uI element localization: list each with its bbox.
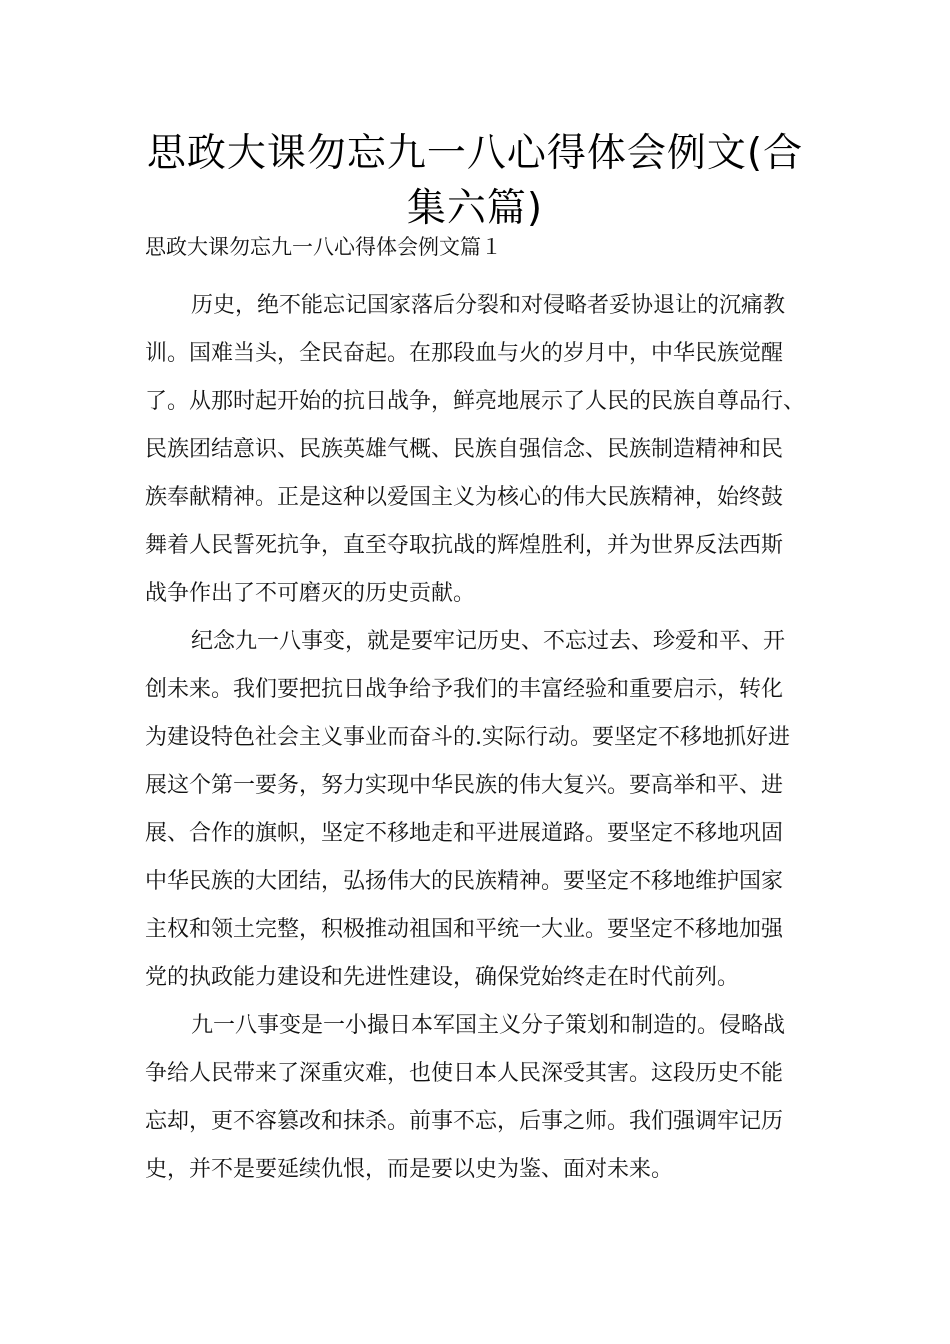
paragraph-line: 为建设特色社会主义事业而奋斗的.实际行动。要坚定不移地抓好进	[145, 725, 790, 750]
paragraph-3	[145, 1002, 827, 1194]
paragraph-1	[145, 282, 827, 618]
document-title-line: 集六篇)	[406, 186, 544, 231]
document-title	[130, 126, 820, 236]
paragraph-line: 展这个第一要务，努力实现中华民族的伟大复兴。要高举和平、进	[145, 773, 784, 798]
paragraph-2	[145, 618, 827, 1002]
paragraph-line: 忘却，更不容篡改和抹杀。前事不忘，后事之师。我们强调牢记历	[145, 1109, 784, 1134]
paragraph-line: 主权和领土完整，积极推动祖国和平统一大业。要坚定不移地加强	[145, 917, 784, 942]
paragraph-line: 战争作出了不可磨灭的历史贡献。	[145, 581, 476, 606]
paragraph-line: 史，并不是要延续仇恨，而是要以史为鉴、面对未来。	[145, 1157, 674, 1182]
paragraph-line: 了。从那时起开始的抗日战争，鲜亮地展示了人民的民族自尊品行、	[145, 389, 806, 414]
paragraph-line: 九一八事变是一小撮日本军国主义分子策划和制造的。侵略战	[191, 1013, 786, 1038]
paragraph-line: 纪念九一八事变，就是要牢记历史、不忘过去、珍爱和平、开	[191, 629, 786, 654]
paragraph-line: 中华民族的大团结，弘扬伟大的民族精神。要坚定不移地维护国家	[145, 869, 784, 894]
paragraph-line: 党的执政能力建设和先进性建设，确保党始终走在时代前列。	[145, 965, 740, 990]
paragraph-line: 舞着人民誓死抗争，直至夺取抗战的辉煌胜利，并为世界反法西斯	[145, 533, 784, 558]
document-title-line: 思政大课勿忘九一八心得体会例文(合	[146, 131, 804, 176]
paragraph-line: 创未来。我们要把抗日战争给予我们的丰富经验和重要启示，转化	[145, 677, 784, 702]
paragraph-line: 争给人民带来了深重灾难，也使日本人民深受其害。这段历史不能	[145, 1061, 784, 1086]
paragraph-line: 展、合作的旗帜，坚定不移地走和平进展道路。要坚定不移地巩固	[145, 821, 784, 846]
section-heading: 思政大课勿忘九一八心得体会例文篇１	[145, 235, 502, 259]
body-text	[145, 282, 827, 1194]
paragraph-line: 族奉献精神。正是这种以爱国主义为核心的伟大民族精神，始终鼓	[145, 485, 784, 510]
paragraph-line: 历史，绝不能忘记国家落后分裂和对侵略者妥协退让的沉痛教	[191, 293, 786, 318]
paragraph-line: 训。国难当头，全民奋起。在那段血与火的岁月中，中华民族觉醒	[145, 341, 784, 366]
paragraph-line: 民族团结意识、民族英雄气概、民族自强信念、民族制造精神和民	[145, 437, 784, 462]
